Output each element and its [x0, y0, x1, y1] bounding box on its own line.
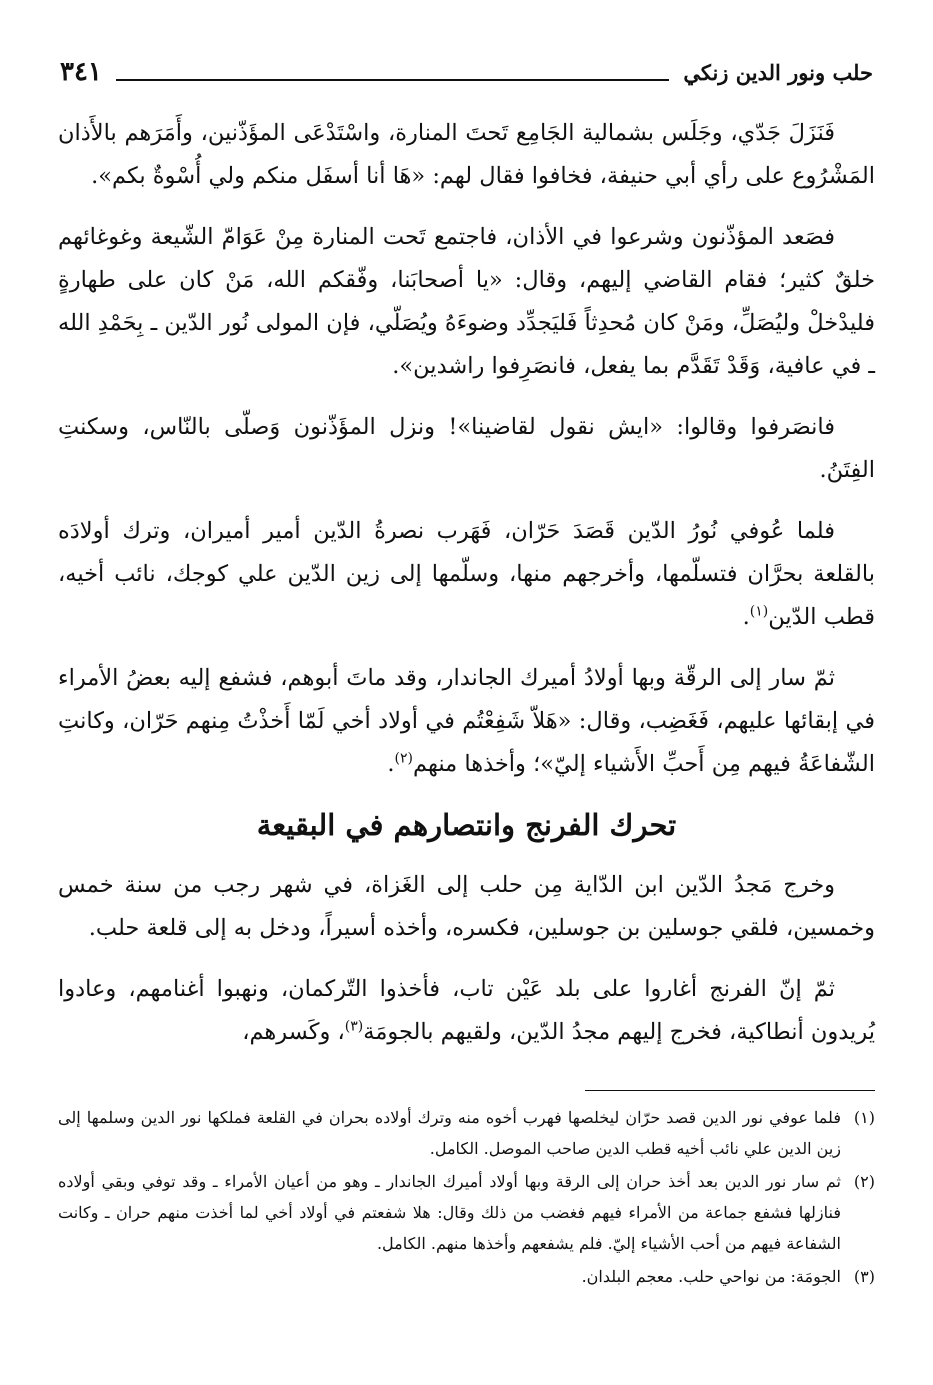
paragraph-5-end: . — [387, 751, 395, 777]
footnote-text: فلما عوفي نور الدين قصد حرّان ليخلصها فهرب أخوه منه وترك أولاده بحران في القلعة فملكها نور الدين وسلمها إلى زين الدين علي نائب أخيه قطب الدين صاحب الموصل. الكامل. — [58, 1108, 841, 1158]
paragraph-5 — [58, 657, 875, 786]
paragraph-7 — [58, 968, 875, 1054]
footnote-2 — [58, 1166, 875, 1259]
footnote-1 — [58, 1102, 875, 1164]
footnotes — [58, 1102, 875, 1294]
page-number: ٣٤١ — [60, 57, 102, 87]
paragraph-4-text: فلما عُوفي نُورُ الدّين قَصَدَ حَرّان، فَهَرب نصرةُ الدّين أمير أميران، وترك أولادَه بالقلعة بحرَّان فتسلّمها، وأخرجهم منها، وسلّمها إلى زين الدّين علي كوجك، نائب أخيه، قطب الدّين — [58, 518, 875, 630]
paragraph-6: وخرج مَجدُ الدّين ابن الدّاية مِن حلب إلى الغَزاة، في شهر رجب من سنة خمس وخمسين، فلقي جوسلين بن جوسلين، فكسره، وأخذه أسيراً، ودخل به إلى قلعة حلب. — [58, 872, 875, 941]
footnote-number: (٢) — [853, 1172, 875, 1191]
footnote-text: ثم سار نور الدين بعد أخذ حران إلى الرقة وبها أولاد أميرك الجاندار ـ وهو من أعيان الأمراء ـ وقد توفي وبقي أولاده فنازلها فشفع جماعة من الأمراء فيهم فغضب من ذلك وقال: هلا شفعتم في أولاد أخي لما أخذت منهم حران ـ وكانت الشفاعة فيهم من أحب الأشياء إليّ. فلم يشفعهم وأخذها منهم. الكامل. — [58, 1172, 841, 1253]
paragraph-3: فانصَرفوا وقالوا: «ايش نقول لقاضينا»! ونزل المؤَذّنون وَصلّى بالنّاس، وسكنتِ الفِتَنُ. — [58, 414, 875, 483]
paragraph-5-text: ثمّ سار إلى الرقّة وبها أولادُ أميرك الجاندار، وقد ماتَ أبوهم، فشفع إليه بعضُ الأمراء في إبقائها عليهم، فَغَضِب، وقال: «هَلاّ شَفِعْتُم في أولاد أخي لَمّا أَخذْتُ مِنهم حَرّان، وكانتِ الشّفاعَةُ فيهم مِن أَحبِّ الأَشياء إليّ»؛ وأخذها منهم — [58, 665, 875, 777]
header-rule — [116, 79, 669, 81]
page-header — [60, 52, 873, 92]
paragraph-1: فَنَزَلَ جَدّي، وجَلَس بشمالية الجَامِع تَحتَ المنارة، واسْتَدْعَى المؤَذّنين، وأَمَرَهم بالأَذان المَشْرُوع على رأي أبي حنيفة، فخافوا فقال لهم: «هَا أنا أسفَل منكم ولي أُسْوةٌ بكم». — [58, 120, 875, 189]
running-title: حلب ونور الدين زنكي — [683, 59, 873, 85]
paragraph-4-end: . — [742, 604, 750, 630]
paragraph-4 — [58, 510, 875, 639]
section-heading: تحرك الفرنج وانتصارهم في البقيعة — [256, 808, 677, 842]
main-text — [58, 112, 875, 1072]
footnote-3 — [58, 1261, 875, 1292]
footnote-separator — [585, 1090, 875, 1091]
paragraph-7-tail: ، وكَسرهم، — [242, 1019, 345, 1045]
paragraph-7-text: ثمّ إنّ الفرنج أغاروا على بلد عَيْن تاب، فأخذوا التّركمان، ونهبوا أغنامهم، وعادوا يُريدون أنطاكية، فخرج إليهم مجدُ الدّين، ولقيهم بالجومَة — [58, 976, 875, 1045]
footnote-ref-2: (٢) — [394, 750, 414, 767]
paragraph-2: فصَعد المؤذّنون وشرعوا في الأذان، فاجتمع تَحت المنارة مِنْ عَوَامّ الشّيعة وغوغائهم خلقٌ كثير؛ فقام القاضي إليهم، وقال: «يا أصحابَنا، وفّقكم الله، مَنْ كان على طهارةٍ فليدْخلْ وليُصَلِّ، ومَنْ كان مُحدِثاً فَليَجدِّد وضوءَهُ ويُصَلّي، فإن المولى نُور الدّين ـ بِحَمْدِ الله ـ في عافية، وَقَدْ تَقَدَّم بما يفعل، فانصَرِفوا راشدين». — [58, 224, 875, 379]
footnote-ref-1: (١) — [749, 603, 769, 620]
footnote-ref-3: (٣) — [344, 1018, 364, 1035]
footnote-number: (٣) — [853, 1267, 875, 1286]
footnote-text: الجومَة: من نواحي حلب. معجم البلدان. — [581, 1267, 841, 1286]
footnote-number: (١) — [853, 1108, 875, 1127]
